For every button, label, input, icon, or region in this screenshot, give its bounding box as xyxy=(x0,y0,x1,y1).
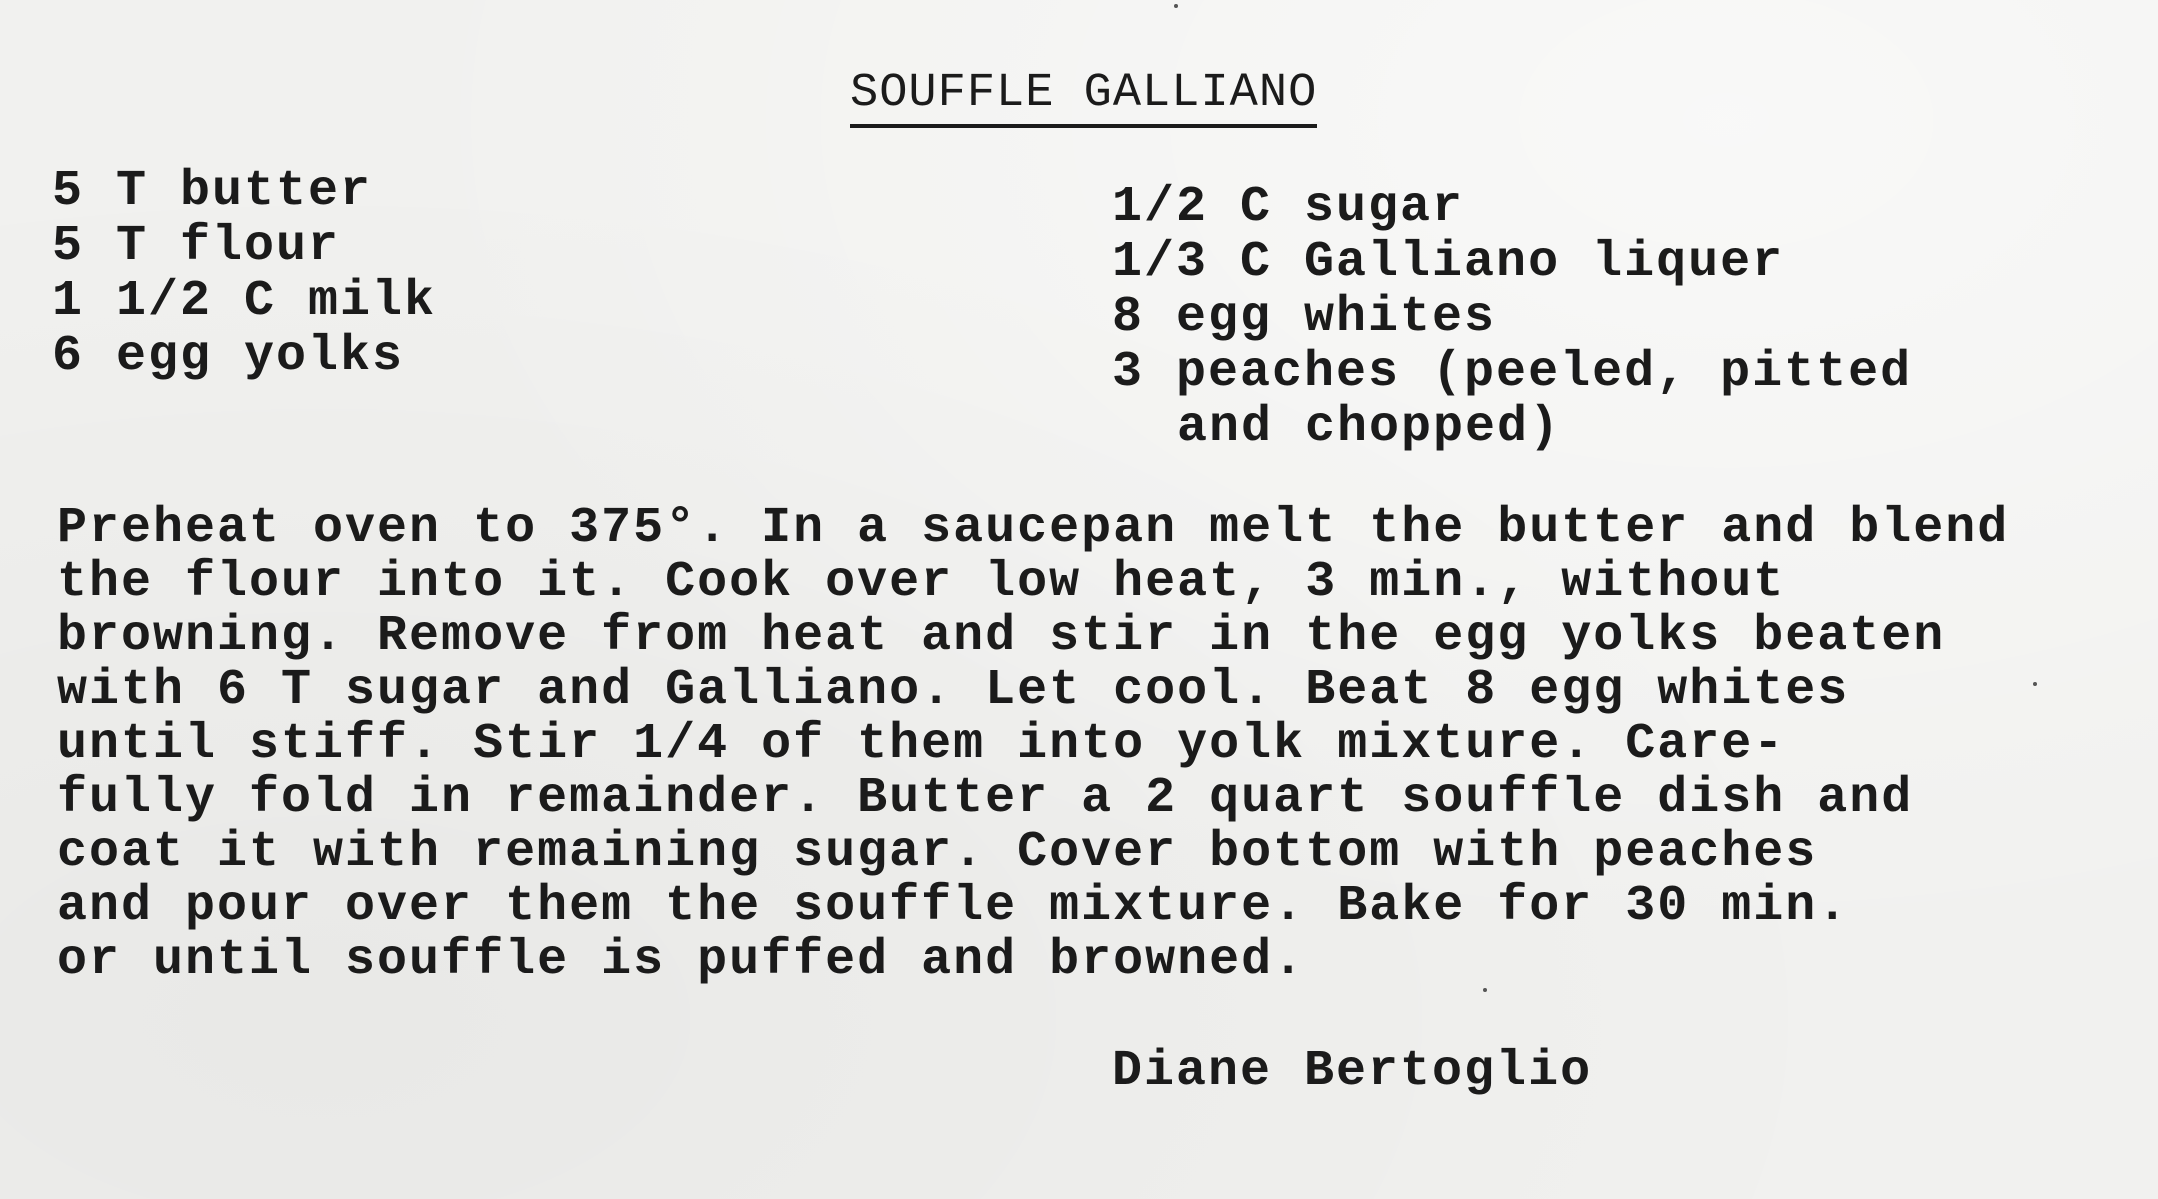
instruction-line: browning. Remove from heat and stir in the egg yolks beaten xyxy=(57,608,1946,665)
ingredient-line: 8 egg whites xyxy=(1112,289,1497,346)
ingredient-line: 3 peaches (peeled, pitted xyxy=(1112,344,1913,401)
ingredient-line: 1 1/2 C milk xyxy=(52,273,437,330)
instruction-line: until stiff. Stir 1/4 of them into yolk mixture. Care- xyxy=(57,716,1786,773)
ingredient-line: 5 T butter xyxy=(52,163,373,220)
ingredient-line: 6 egg yolks xyxy=(52,328,405,385)
ingredients-right-column xyxy=(1112,180,1912,455)
instruction-line: and pour over them the souffle mixture. Bake for 30 min. xyxy=(57,878,1850,935)
ingredient-line: 5 T flour xyxy=(52,218,341,275)
author-signature: Diane Bertoglio xyxy=(1112,1043,1593,1100)
instruction-line: with 6 T sugar and Galliano. Let cool. Beat 8 egg whites xyxy=(57,662,1850,719)
paper-speck xyxy=(1483,988,1487,992)
instructions-paragraph xyxy=(57,502,2009,988)
ingredients-left-column xyxy=(52,164,436,384)
ingredient-line: 1/2 C sugar xyxy=(1112,179,1465,236)
instruction-line: fully fold in remainder. Butter a 2 quart souffle dish and xyxy=(57,770,1914,827)
instruction-line: Preheat oven to 375°. In a saucepan melt the butter and blend xyxy=(57,500,2010,557)
paper-speck xyxy=(1174,4,1178,8)
instruction-line: or until souffle is puffed and browned. xyxy=(57,932,1306,989)
paper-speck xyxy=(2033,682,2037,686)
ingredient-line-continued: and chopped) xyxy=(1177,399,1562,456)
instruction-line: the flour into it. Cook over low heat, 3 min., without xyxy=(57,554,1786,611)
instruction-line: coat it with remaining sugar. Cover bottom with peaches xyxy=(57,824,1818,881)
ingredient-line: 1/3 C Galliano liquer xyxy=(1112,234,1785,291)
recipe-title: SOUFFLE GALLIANO xyxy=(850,66,1317,128)
